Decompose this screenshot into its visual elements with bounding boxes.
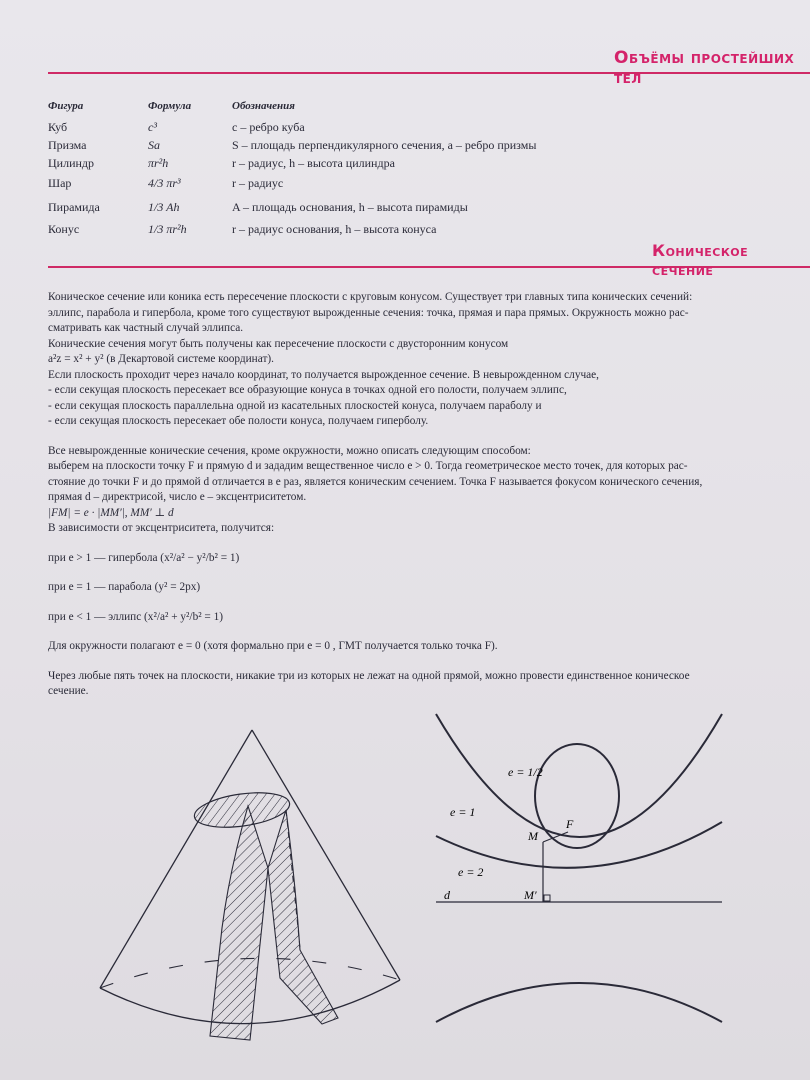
notation-cell: r – радиус	[232, 176, 284, 190]
conic-text	[48, 290, 804, 700]
circle-note: Для окружности полагают e = 0 (хотя формально при e = 0 , ГМТ получается только точка F).	[48, 640, 498, 652]
hyperbola-upper-branch	[436, 822, 722, 868]
formula-line: |FM| = e · |MM′|, MM′ ⊥ d	[48, 506, 174, 519]
notation-cell: c – ребро куба	[232, 120, 305, 134]
figure-cell: Шар	[48, 176, 72, 190]
text-line: Коническое сечение или коника есть пересечение плоскости с круговым конусом. Существует три главных типа конических сечений:	[48, 291, 693, 303]
section-title-conic: Коническое сечение	[652, 241, 749, 279]
text-line: стояние до точки F и до прямой d отличается в e раз, является коническим сечением. Точка F называется фокусом конического сечения,	[48, 475, 703, 488]
label-f: F	[566, 817, 574, 831]
label-e-one: e = 1	[450, 805, 476, 819]
text-line: выберем на плоскости точку F и прямую d и зададим вещественное число e > 0. Тогда геометрическое место точек, для которых рас-	[48, 460, 688, 472]
formula-cell: 1/3 Ah	[148, 200, 180, 214]
table-header-formula: Формула	[148, 100, 192, 112]
text-line: Если плоскость проходит через начало координат, то получается вырожденное сечение. В невырожденном случае,	[48, 368, 600, 381]
text-line: - если секущая плоскость пересекает обе полости конуса, получаем гиперболу.	[48, 415, 429, 427]
text-line: Конические сечения могут быть получены как пересечение плоскости с двусторонним конусом	[48, 337, 509, 350]
notation-cell: r – радиус основания, h – высота конуса	[232, 222, 437, 236]
right-angle-mark	[544, 895, 550, 901]
cone-section-diagram	[90, 718, 410, 1048]
formula-cell: c³	[148, 120, 157, 134]
text-line: Через любые пять точек на плоскости, никакие три из которых не лежат на одной прямой, можно провести единственное коническое	[48, 669, 690, 682]
text-line: - если секущая плоскость параллельна одной из касательных плоскостей конуса, получаем параболу и	[48, 399, 542, 412]
label-d: d	[444, 888, 450, 902]
case-parabola: при e = 1 — парабола (y² = 2px)	[48, 581, 201, 593]
text-line: сечение.	[48, 685, 89, 697]
formula-cell: 1/3 πr²h	[148, 222, 187, 236]
text-line: прямая d – директрисой, число e – эксцентриситетом.	[48, 491, 307, 503]
label-e-two: e = 2	[458, 865, 484, 879]
hyperbola-section	[268, 810, 338, 1024]
text-line: Все невырожденные конические сечения, кроме окружности, можно описать следующим способом:	[48, 444, 531, 457]
section-title-volumes: Объёмы простейших тел	[614, 48, 795, 88]
notation-cell: A – площадь основания, h – высота пирамиды	[232, 200, 468, 214]
figure-cell: Цилиндр	[48, 156, 95, 170]
figure-cell: Призма	[48, 138, 87, 152]
figure-cell: Конус	[48, 222, 80, 236]
text-line: В зависимости от эксцентриситета, получится:	[48, 522, 275, 534]
case-ellipse: при e < 1 — эллипс (x²/a² + y²/b² = 1)	[48, 610, 224, 623]
text-line: эллипс, парабола и гипербола, кроме того существуют вырожденные сечения: точка, прямая и пара прямых. Окружность можно рас-	[48, 306, 689, 319]
label-e-half: e = 1/2	[508, 765, 543, 779]
text-line: - если секущая плоскость пересекает все образующие конуса в точках одной его полости, получаем эллипс,	[48, 384, 567, 396]
formula-cell: 4/3 πr³	[148, 176, 181, 190]
notation-cell: S – площадь перпендикулярного сечения, a – ребро призмы	[232, 138, 537, 152]
label-m-prime: M′	[524, 888, 537, 902]
table-header-notation: Обозначения	[232, 100, 295, 112]
parabola-curve	[436, 714, 722, 837]
parabola-section	[210, 806, 268, 1040]
ellipse-curve	[535, 744, 619, 848]
figure-cell: Куб	[48, 120, 68, 134]
eccentricity-diagram	[430, 710, 730, 1050]
table-header-figure: Фигура	[48, 100, 84, 112]
formula-cell: πr²h	[148, 156, 169, 170]
formula-line: a²z = x² + y² (в Декартовой системе координат).	[48, 353, 274, 365]
text-line: сматривать как частный случай эллипса.	[48, 322, 244, 334]
formula-cell: Sa	[148, 138, 160, 152]
hyperbola-lower-branch	[436, 983, 722, 1022]
notation-cell: r – радиус, h – высота цилиндра	[232, 156, 395, 170]
case-hyperbola: при e > 1 — гипербола (x²/a² − y²/b² = 1)	[48, 551, 240, 564]
label-m: M	[528, 829, 538, 843]
figure-cell: Пирамида	[48, 200, 100, 214]
